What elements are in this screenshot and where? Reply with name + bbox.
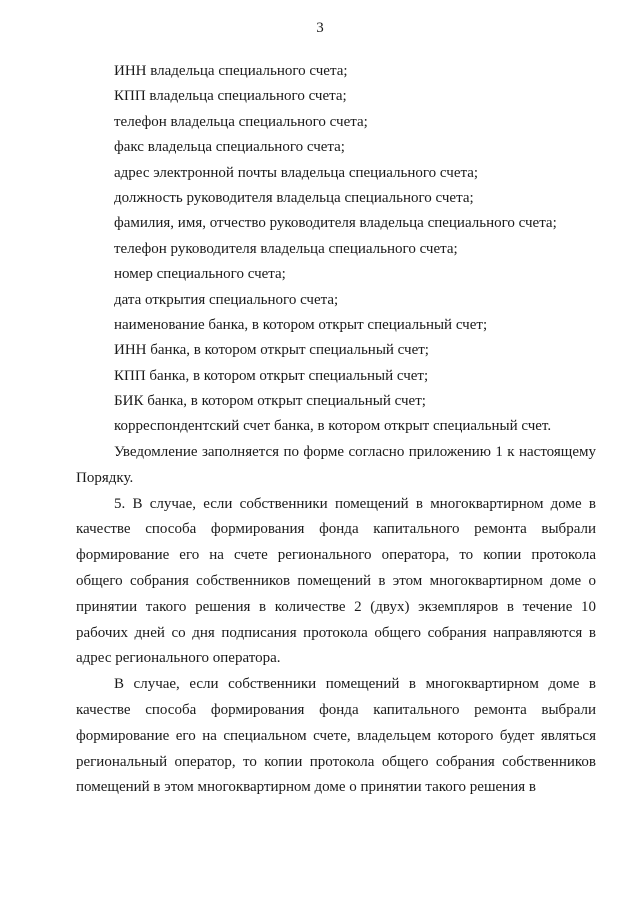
field-list <box>76 59 596 440</box>
list-item: КПП банка, в котором открыт специальный счет; <box>114 367 429 384</box>
body-text <box>76 440 596 801</box>
list-item: наименование банка, в котором открыт специальный счет; <box>114 316 488 333</box>
list-item: телефон владельца специального счета; <box>114 113 368 130</box>
list-item: телефон руководителя владельца специального счета; <box>114 240 458 257</box>
list-item: БИК банка, в котором открыт специальный счет; <box>114 393 426 410</box>
paragraph-clause-5: 5. В случае, если собственники помещений в многоквартирном доме в качестве способа формирования фонда капитального ремонта выбрали формирование его на счете регионального оператора, то копии протокола общего собрания собственников помещений в этом многоквартирном доме о принятии такого решения в количестве 2 (двух) экземпляров в течение 10 рабочих дней со дня подписания протокола общего собрания направляются в адрес регионального оператора. <box>76 495 596 667</box>
list-item: номер специального счета; <box>114 266 286 283</box>
list-item: адрес электронной почты владельца специального счета; <box>114 164 479 181</box>
page-number: 3 <box>316 20 324 36</box>
paragraph-special-account-case: В случае, если собственники помещений в многоквартирном доме в качестве способа формирования фонда капитального ремонта выбрали формирование его на специальном счете, владельцем которого будет являться региональный оператор, то копии протокола общего собрания собственников помещений в этом многоквартирном доме о принятии такого решения в <box>76 676 596 796</box>
list-item: дата открытия специального счета; <box>114 291 339 308</box>
list-item: КПП владельца специального счета; <box>114 88 347 105</box>
list-item: фамилия, имя, отчество руководителя владельца специального счета; <box>114 215 557 232</box>
paragraph-notice-form: Уведомление заполняется по форме согласно приложению 1 к настоящему Порядку. <box>76 444 596 486</box>
list-item: должность руководителя владельца специального счета; <box>114 189 474 206</box>
list-item: факс владельца специального счета; <box>114 139 345 156</box>
list-item: ИНН владельца специального счета; <box>114 63 348 79</box>
list-item: корреспондентский счет банка, в котором открыт специальный счет. <box>114 418 552 435</box>
list-item: ИНН банка, в котором открыт специальный счет; <box>114 342 429 359</box>
